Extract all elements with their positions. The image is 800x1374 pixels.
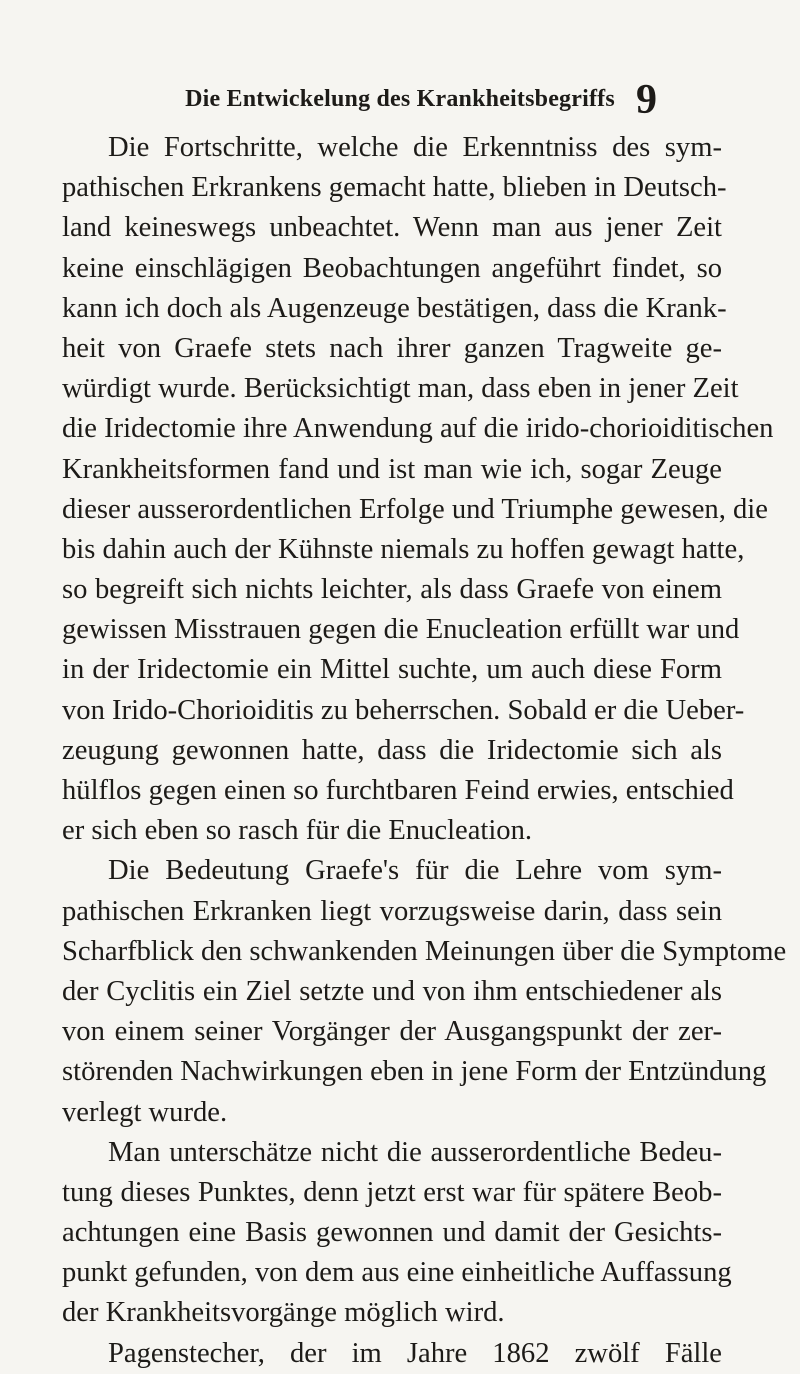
text-line: störenden Nachwirkungen eben in jene Form der Entzündung (62, 1056, 767, 1088)
text-line: kann ich doch als Augenzeuge bestätigen, dass die Krank- (62, 292, 727, 324)
text-line: der Cyclitis ein Ziel setzte und von ihm entschiedener als (62, 975, 722, 1007)
text-line: Man unterschätze nicht die ausserordentliche Bedeu- (108, 1136, 722, 1168)
body-text (62, 128, 787, 1374)
text-line: die Iridectomie ihre Anwendung auf die irido-chorioiditischen (62, 413, 774, 445)
text-line: Die Fortschritte, welche die Erkenntniss des sym- (108, 132, 722, 163)
text-line: dieser ausserordentlichen Erfolge und Triumphe gewesen, die (62, 493, 768, 525)
text-line: zeugung gewonnen hatte, dass die Iridectomie sich als (62, 734, 722, 766)
text-line: Scharfblick den schwankenden Meinungen über die Symptome (62, 935, 787, 967)
text-line: bis dahin auch der Kühnste niemals zu hoffen gewagt hatte, (62, 533, 745, 565)
text-line: der Krankheitsvorgänge möglich wird. (62, 1297, 505, 1329)
text-line: Die Bedeutung Graefe's für die Lehre vom sym- (108, 855, 722, 887)
text-line: pathischen Erkrankens gemacht hatte, blieben in Deutsch- (62, 172, 727, 204)
text-line: land keineswegs unbeachtet. Wenn man aus jener Zeit (62, 212, 722, 244)
text-line: von einem seiner Vorgänger der Ausgangspunkt der zer- (62, 1016, 722, 1048)
text-line: würdigt wurde. Berücksichtigt man, dass eben in jener Zeit (62, 373, 739, 405)
text-line: Pagenstecher, der im Jahre 1862 zwölf Fälle (108, 1337, 722, 1369)
text-line: punkt gefunden, von dem aus eine einheitliche Auffassung (62, 1257, 732, 1289)
text-line: verlegt wurde. (62, 1096, 228, 1128)
text-line: achtungen eine Basis gewonnen und damit der Gesichts- (62, 1217, 722, 1249)
text-line: von Irido-Chorioiditis zu beherrschen. Sobald er die Ueber- (62, 694, 745, 726)
text-line: Krankheitsformen fand und ist man wie ich, sogar Zeuge (62, 453, 722, 485)
text-line: keine einschlägigen Beobachtungen angeführt findet, so (62, 252, 722, 284)
text-line: gewissen Misstrauen gegen die Enucleation erfüllt war und (62, 614, 740, 646)
text-line: er sich eben so rasch für die Enucleation. (62, 815, 533, 847)
text-line: tung dieses Punktes, denn jetzt erst war für spätere Beob- (62, 1176, 722, 1208)
running-title: Die Entwickelung des Krankheitsbegriffs (185, 86, 615, 112)
text-line: so begreift sich nichts leichter, als dass Graefe von einem (62, 574, 722, 606)
text-line: heit von Graefe stets nach ihrer ganzen Tragweite ge- (62, 332, 722, 364)
text-line: hülflos gegen einen so furchtbaren Feind erwies, entschied (62, 775, 734, 806)
text-line: in der Iridectomie ein Mittel suchte, um auch diese Form (62, 654, 722, 686)
text-line: pathischen Erkranken liegt vorzugsweise darin, dass sein (62, 895, 722, 927)
page-number: 9 (636, 77, 657, 123)
